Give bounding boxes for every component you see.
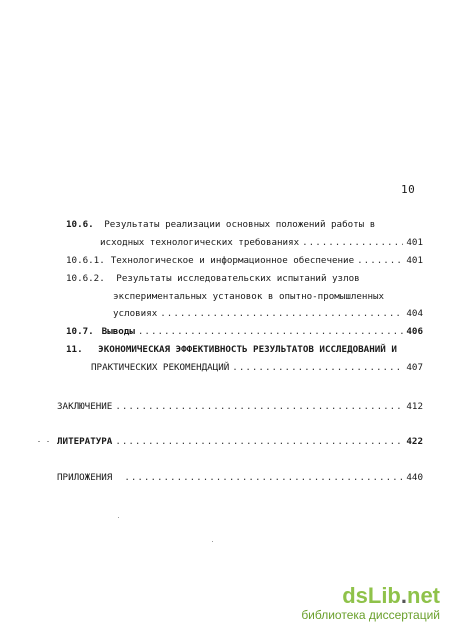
- toc-entry-10-6-first-line: [66, 218, 375, 231]
- toc-entry-continuation: ПРАКТИЧЕСКИХ РЕКОМЕНДАЦИЙ: [91, 362, 230, 373]
- toc-entry-page: 404: [406, 308, 423, 319]
- scan-speck: [212, 541, 213, 542]
- toc-entry-10-6-2[interactable]: [113, 307, 423, 320]
- watermark-subtitle: библиотека диссертаций: [301, 608, 440, 622]
- toc-entry-page: 422: [406, 436, 423, 447]
- toc-leader-dots: [232, 361, 403, 374]
- toc-entry-title: ЛИТЕРАТУРА: [57, 436, 113, 447]
- watermark-logo: [301, 584, 440, 608]
- toc-entry-10-6-2-second-line: экспериментальных установок в опытно-промышленных: [113, 291, 385, 302]
- toc-entry-page: 412: [406, 401, 423, 412]
- toc-entry-number: 10.7.: [66, 326, 94, 337]
- toc-entry-page: 401: [406, 255, 423, 266]
- toc-leader-dots: [124, 471, 403, 484]
- watermark-logo-tld: net: [407, 583, 440, 608]
- toc-leader-dots: [138, 325, 404, 338]
- toc-entry-title: Результаты реализации основных положений работы в: [104, 219, 376, 230]
- page-number: 10: [401, 183, 416, 196]
- toc-entry-page: 406: [406, 326, 423, 337]
- toc-entry-literature[interactable]: [57, 435, 423, 448]
- toc-entry-page: 401: [406, 237, 423, 248]
- toc-entry-10-6[interactable]: [100, 236, 423, 249]
- scan-speck: [38, 441, 40, 442]
- toc-entry-number: 10.6.: [66, 219, 94, 230]
- toc-entry-11-first-line: [66, 343, 397, 356]
- watermark[interactable]: [301, 584, 440, 622]
- toc-entry-number: 10.6.2.: [66, 273, 105, 284]
- toc-entry-title: Результаты исследовательских испытаний узлов: [116, 273, 360, 284]
- toc-entry-10-6-2-first-line: [66, 272, 360, 285]
- toc-entry-title: Выводы: [101, 326, 135, 337]
- toc-entry-number: 11.: [66, 344, 83, 355]
- toc-leader-dots: [160, 307, 403, 320]
- toc-leader-dots: [357, 254, 403, 267]
- scan-speck: [118, 517, 119, 518]
- toc-entry-title: Технологическое и информационное обеспечение: [110, 255, 355, 266]
- toc-entry-title: ЭКОНОМИЧЕСКАЯ ЭФФЕКТИВНОСТЬ РЕЗУЛЬТАТОВ ИССЛЕДОВАНИЙ И: [98, 344, 397, 355]
- toc-entry-title: ЗАКЛЮЧЕНИЕ: [57, 401, 113, 412]
- toc-leader-dots: [302, 236, 403, 249]
- watermark-logo-dot: .: [400, 583, 407, 608]
- toc-entry-continuation: исходных технологических требованиях: [100, 237, 300, 248]
- toc-entry-10-7[interactable]: [66, 325, 423, 338]
- toc-leader-dots: [115, 435, 403, 448]
- toc-entry-page: 407: [406, 362, 423, 373]
- toc-entry-continuation: условиях: [113, 308, 158, 319]
- toc-leader-dots: [115, 400, 403, 413]
- toc-entry-conclusion[interactable]: [57, 400, 423, 413]
- scan-speck: [47, 441, 49, 442]
- toc-entry-11[interactable]: [91, 361, 423, 374]
- toc-entry-appendices[interactable]: [57, 471, 423, 484]
- toc-entry-10-6-1[interactable]: [66, 254, 423, 267]
- toc-entry-title: ПРИЛОЖЕНИЯ: [57, 472, 113, 483]
- toc-entry-number: 10.6.1.: [66, 255, 105, 266]
- toc-entry-page: 440: [406, 472, 423, 483]
- watermark-logo-main: dsLib: [342, 583, 401, 608]
